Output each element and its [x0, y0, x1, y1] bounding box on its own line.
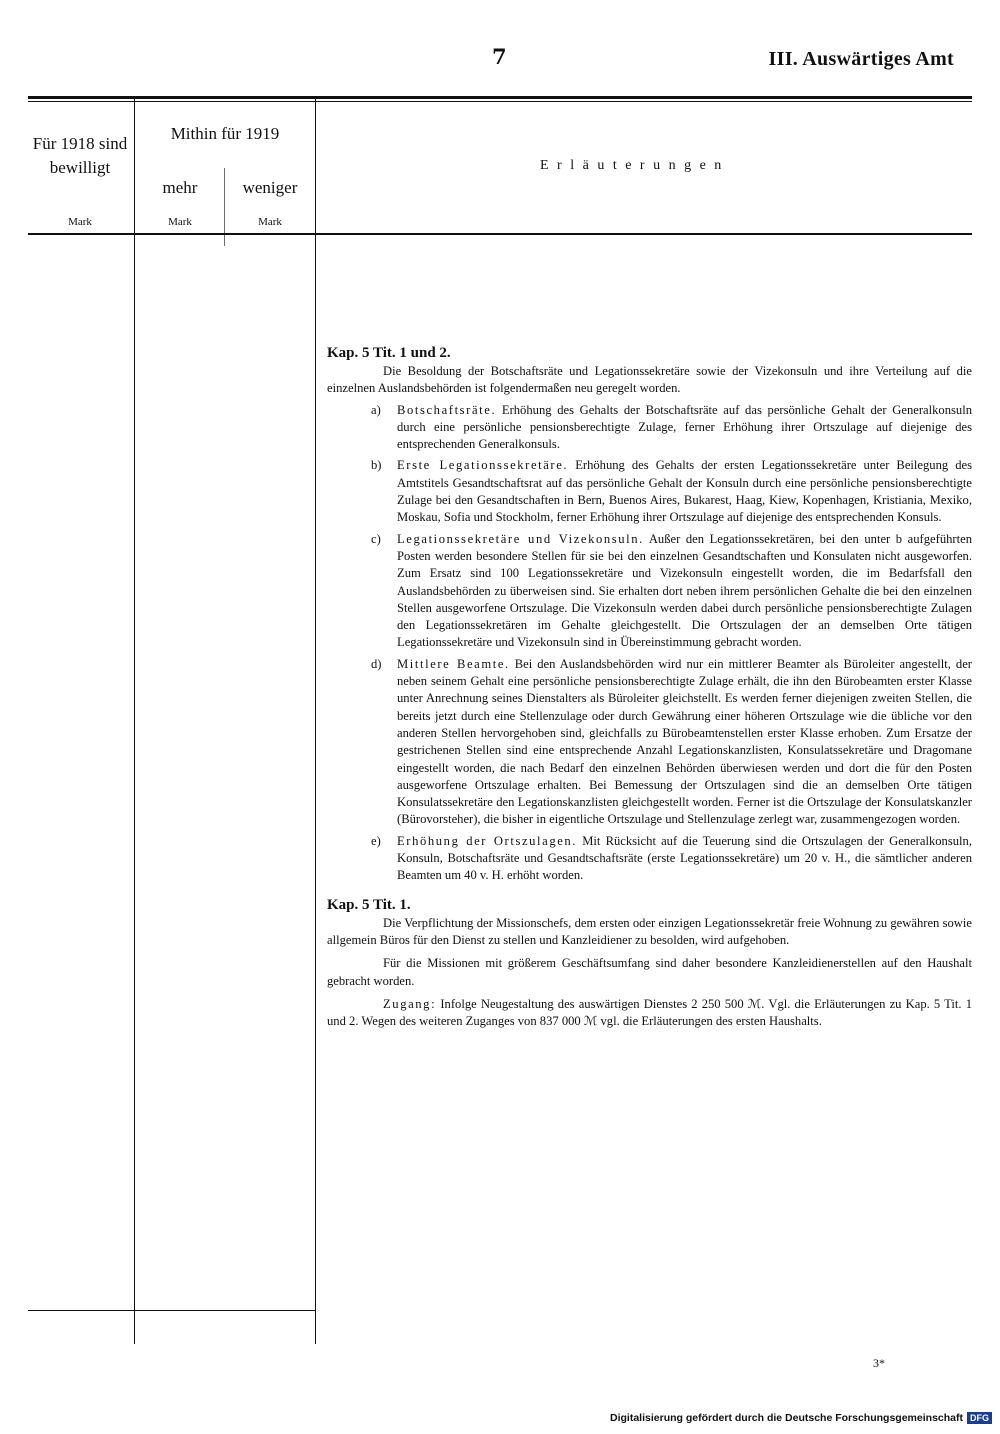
section-heading: Kap. 5 Tit. 1 und 2.: [327, 345, 451, 361]
column-header-less: weniger: [242, 178, 298, 197]
top-rule-thin: [28, 101, 972, 102]
signature-mark: 3*: [873, 1356, 885, 1370]
column-header-more: mehr: [162, 178, 198, 197]
paragraph: Zugang: Infolge Neugestaltung des auswärtigen Dienstes 2 250 500 ℳ. Vgl. die Erläuterungen zu Kap. 5 Tit. 1 und 2. Wegen des weiteren Zuganges von 837 000 ℳ vgl. die Erläuterungen des ersten Haushalts.: [327, 996, 973, 1029]
section-title: III. Auswärtiges Amt: [768, 48, 954, 70]
list-item: d) Mittlere Beamte. Bei den Auslandsbehörden wird nur ein mittlerer Beamter als Büroleiter angestellt, der neben seinem Gehalt eine persönliche pensionsberechtigte Zulage erhält, die ihn den Bürobeamten erster Klasse unter Anrechnung seines Dienstalters als Büroleiter gleichstellt. Es werden ferner diejenigen zweiten Stellen, die bereits jetzt durch eine Stellenzulage oder durch Gewährung einer höheren Ortszulage wie die übliche vor den anderen Stellen hervorgehoben sind, gleichfalls zu Bürobeamtenstellen erster Klasse erhoben. Zum Ersatze der gestrichenen Stellen sind eine entsprechende Anzahl Legationskanzlisten, Konsulatssekretäre und Dragomane eingestellt worden, die nach Bedarf den einzelnen Behörden überwiesen werden und dort die für den Posten ausgeworfene Ortszulage erhalten. Bei Bemessung der Ortszulagen sind die an demselben Orte tätigen Konsulatssekretäre den Legationskanzlisten gleichgestellt worden. Ferner ist die Ortszulage der Konsulatskanzler (Bürovorsteher), die bisher in eigentliche Ortszulage und Stellenzulage zerlegt war, zusammengezogen worden.: [371, 656, 972, 827]
paragraph-label: Zugang:: [383, 996, 437, 1011]
bottom-rule: [28, 1310, 316, 1311]
list-item-text: Erhöhung des Gehalts der Botschaftsräte auf das persönliche Gehalt der Generalkonsuln durch eine persönliche pensionsberechtigte Zulage, ferner Erhöhung ihrer Ortszulage auf diejenige des entsprechenden Generalkonsuls.: [397, 402, 972, 452]
list-item-text: Bei den Auslandsbehörden wird nur ein mittlerer Beamter als Büroleiter angestellt, der neben seinem Gehalt eine persönliche pensionsberechtigte Zulage erhält, die ihn den Bürobeamten erster Klasse unter Anrechnung seines Dienstalters als Büroleiter gleichstellt. Es werden ferner diejenigen zweiten Stellen, die bereits jetzt durch eine Stellenzulage oder durch Gewährung einer höheren Ortszulage wie die übliche vor den anderen Stellen hervorgehoben sind, gleichfalls zu Bürobeamtenstellen erster Klasse erhoben. Zum Ersatze der gestrichenen Stellen sind eine entsprechende Anzahl Legationskanzlisten, Konsulatssekretäre und Dragomane eingestellt worden, die nach Bedarf den einzelnen Behörden überwiesen werden und dort die für den Posten ausgeworfene Ortszulage erhalten. Bei Bemessung der Ortszulagen sind die an demselben Orte tätigen Konsulatssekretäre den Legationskanzlisten gleichgestellt worden. Ferner ist die Ortszulage der Konsulatskanzler (Bürovorsteher), die bisher in eigentliche Ortszulage und Stellenzulage zerlegt war, zusammengezogen worden.: [397, 656, 972, 827]
column-header-1918: Für 1918 sind bewilligt: [32, 134, 128, 177]
list-item-term: Erste Legationssekretäre.: [397, 458, 569, 473]
list-item-text: Außer den Legationssekretären, bei den unter b aufgeführten Posten werden besondere Stellen für sie bei den einzelnen Gesandtschaften und Konsulaten nicht ausgeworfen. Zum Ersatz sind 100 Legationssekretäre und Vizekonsuln eingestellt worden, die im Bedarfsfall den Auslandsbehörden zu überweisen sind. Sie erhalten dort neben ihrem persönlichen Gehalte die bei den einzelnen Stellen ausgeworfene Ortszulage. Die Vizekonsuln werden dabei durch persönliche pensionsberechtigte Zulagen den Legationssekretären im Gehalte gleichgestellt. Die Ortszulagen der an demselben Orte tätigen Legationssekretäre und Vizekonsuln sind in Übereinstimmung gebracht worden.: [397, 531, 972, 650]
page-number: 7: [492, 44, 507, 69]
list-item: a) Botschaftsräte. Erhöhung des Gehalts der Botschaftsräte auf das persönliche Gehalt der Generalkonsuln durch eine persönliche pensionsberechtigte Zulage, ferner Erhöhung ihrer Ortszulage auf diejenige des entsprechenden Generalkonsuls.: [371, 402, 972, 452]
column-header-1919: Mithin für 1919: [170, 124, 280, 143]
explanations-header: Erläuterungen: [540, 158, 730, 173]
dfg-logo-icon: DFG: [967, 1412, 992, 1424]
list-item-term: Botschaftsräte.: [397, 402, 497, 417]
explanations-body: [327, 343, 972, 1030]
column-divider-3: [315, 99, 316, 1344]
header-bottom-rule: [28, 233, 972, 235]
list-item-term: Mittlere Beamte.: [397, 656, 510, 671]
intro-paragraph: Die Besoldung der Botschaftsräte und Legationssekretäre sowie der Vizekonsuln und ihre Verteilung auf die einzelnen Auslandsbehörden ist folgendermaßen neu geregelt worden.: [327, 364, 972, 396]
list-item-text: Mit Rücksicht auf die Teuerung sind die Ortszulagen der Generalkonsuln, Konsuln, Botschaftsräte und Gesandtschaftsräte (erste Legationssekretäre) um 20 v. H., die sämtlicher anderen Beamten um 40 v. H. erhöht worden.: [397, 833, 972, 883]
unit-label-more: Mark: [168, 216, 192, 228]
list-item: e) Erhöhung der Ortszulagen. Mit Rücksicht auf die Teuerung sind die Ortszulagen der Generalkonsuln, Konsuln, Botschaftsräte und Gesandtschaftsräte (erste Legationssekretäre) um 20 v. H., die sämtlicher anderen Beamten um 40 v. H. erhöht worden.: [371, 833, 972, 883]
footer-credit: [610, 1412, 992, 1424]
list-item-text: Erhöhung des Gehalts der ersten Legationssekretäre unter Beilegung des Amtstitels Gesandtschaftsrat auf das persönliche Gehalt der Konsuln durch eine persönliche pensionsberechtigte Zulage bei den Gesandtschaften in Bern, Buenos Aires, Bukarest, Haag, Kiew, Kopenhagen, Kristiania, Mexiko, Moskau, Sofia und Stockholm, ferner Erhöhung ihrer Ortszulage auf diejenige des entsprechenden Konsuls.: [397, 458, 972, 525]
unit-label-1918: Mark: [68, 216, 92, 228]
top-rule-thick: [28, 96, 972, 99]
list-item: c) Legationssekretäre und Vizekonsuln. Außer den Legationssekretären, bei den unter b aufgeführten Posten werden besondere Stellen für sie bei den einzelnen Gesandtschaften und Konsulaten nicht ausgeworfen. Zum Ersatz sind 100 Legationssekretäre und Vizekonsuln eingestellt worden, die im Bedarfsfall den Auslandsbehörden zu überweisen sind. Sie erhalten dort neben ihrem persönlichen Gehalte die bei den einzelnen Stellen ausgeworfene Ortszulage. Die Vizekonsuln werden dabei durch persönliche pensionsberechtigte Zulagen den Legationssekretären im Gehalte gleichgestellt. Die Ortszulagen der an demselben Orte tätigen Legationssekretäre und Vizekonsuln sind in Übereinstimmung gebracht worden.: [371, 531, 972, 650]
unit-label-less: Mark: [258, 216, 282, 228]
list-item-term: Erhöhung der Ortszulagen.: [397, 833, 578, 848]
paragraph: Für die Missionen mit größerem Geschäftsumfang sind daher besondere Kanzleidienerstellen auf den Haushalt gebracht worden.: [327, 956, 972, 988]
column-divider-2: [224, 168, 225, 246]
list-item-term: Legationssekretäre und Vizekonsuln.: [397, 531, 644, 546]
column-divider-1: [134, 99, 135, 1344]
section-heading: Kap. 5 Tit. 1.: [327, 896, 411, 913]
list-item: b) Erste Legationssekretäre. Erhöhung des Gehalts der ersten Legationssekretäre unter Beilegung des Amtstitels Gesandtschaftsrat auf das persönliche Gehalt der Konsuln durch eine persönliche pensionsberechtigte Zulage bei den Gesandtschaften in Bern, Buenos Aires, Bukarest, Haag, Kiew, Kopenhagen, Kristiania, Mexiko, Moskau, Sofia und Stockholm, ferner Erhöhung ihrer Ortszulage auf diejenige des entsprechenden Konsuls.: [371, 458, 972, 525]
footer-credit-text: Digitalisierung gefördert durch die Deutsche Forschungsgemeinschaft: [610, 1412, 963, 1424]
paragraph: Die Verpflichtung der Missionschefs, dem ersten oder einzigen Legationssekretär freie Wohnung zu gewähren sowie allgemein Büros für den Dienst zu stellen und Kanzleidiener zu besolden, wird aufgehoben.: [327, 915, 972, 947]
